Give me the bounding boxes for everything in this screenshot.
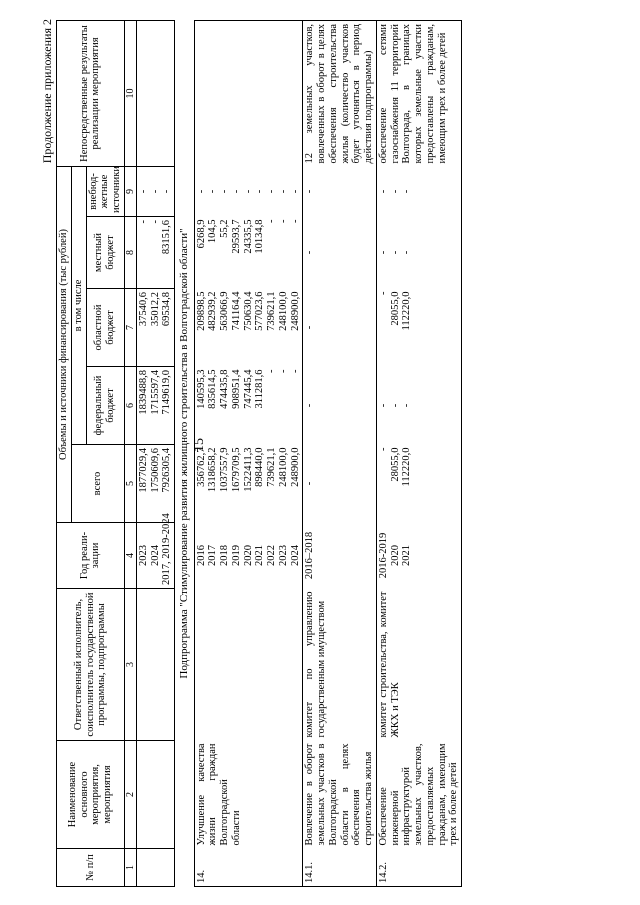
cell-line: 2022 [266,545,277,566]
cell-line: - [377,447,389,451]
cell-offbudget [376,166,461,216]
row-executor: комитет строительства, комитет ЖКХ и ТЭК [376,589,461,741]
column-number: 9 [124,166,136,216]
cell-line: 835614,5 [207,369,219,409]
header-regional: областной бюджет [86,289,124,367]
cell-local [303,217,377,289]
cell-line: - [377,291,389,295]
header-federal: федеральный бюджет [86,367,124,445]
cell-line: 69534,8 [161,292,173,327]
cell-line: - [137,220,149,224]
cell-regional [303,289,377,367]
cell-years [194,523,303,589]
column-number: 4 [124,523,136,589]
row-name: Вовлечение в оборот земельных участков в Волгоградской области в целях обеспечения строительства жилья [303,741,377,849]
cell-line: - [137,189,149,194]
cell-line: 2021 [254,545,266,566]
cell-line: - [149,220,161,224]
row-executor [194,589,303,741]
cell-line: 741164,4 [230,291,242,331]
cell-line: - [377,250,389,255]
cell-line: - [277,369,289,373]
row-result: 12 земельных участков, вовлеченных в оборот в целях обеспечения строительства жилья (количество участков будет уточняться в период действия подпрограммы) [303,20,377,166]
cell-line: 29593,7 [230,219,242,254]
cell-years [303,523,377,589]
cell-line: 2017, 2019-2024 [161,513,173,585]
cell-line: - [304,189,316,194]
cell-line: 2016–2018 [304,531,316,580]
row-number: 14.1. [303,849,377,887]
cell-line: 2016-2019 [377,532,389,579]
cell-line: 2024 [149,545,161,566]
cell-line: 311281,6 [254,369,266,409]
header-offbudget: внебюд- жетные источники [86,166,124,216]
cell-line: - [266,189,277,194]
cell-line: - [304,403,316,408]
cell-local [136,217,174,289]
cell-line: 2018 [219,545,230,566]
table-row [303,20,377,886]
row-name: Улучшение качества жизни граждан Волгоградской области [194,741,303,849]
row-name: Обеспечение инженерной инфраструктурой земельных участков, предоставляемых гражданам, имеющим трех и более детей [376,741,461,849]
subprogram-title: Подпрограмма "Стимулирование развития жилищного строительства в Волгоградской области" [175,20,194,886]
table-header [57,20,137,886]
column-number: 2 [124,741,136,849]
header-executor: Ответственный исполнитель, соисполнитель государственной программы, подпрограммы [57,589,125,741]
cell-federal [376,367,461,445]
subprogram-row [175,20,194,886]
cell-line: 750630,4 [242,291,254,331]
cell-total [194,445,303,523]
column-number: 1 [124,849,136,887]
cell-line: 2020 [389,545,401,566]
cell-line: 2016 [195,545,207,566]
row-number: 14. [194,849,303,887]
funding-table [56,20,462,887]
row-result [194,20,303,166]
cell-line: - [161,189,173,194]
cell-line: 24335,5 [242,219,254,254]
page-number: 15 [192,438,207,452]
cell-line: - [289,219,301,223]
cell-line: 1877029,4 [137,448,149,493]
cell-line: 248100,0 [277,447,289,487]
cell-line: 35012,2 [149,292,161,327]
cell-line: - [304,325,316,330]
header-including: в том числе [71,166,86,444]
continuation-row [136,20,174,886]
cell-line: 10134,8 [254,219,266,254]
cell-line: - [266,219,277,223]
cell-line: - [289,189,301,194]
row-executor: комитет по управлению государственным имуществом [303,589,377,741]
table-row [376,20,461,886]
cell-federal [136,367,174,445]
cell-line: 55,2 [219,219,230,238]
cell-regional [136,289,174,367]
cell-local [376,217,461,289]
cell-line: - [289,369,301,373]
cell-offbudget [303,166,377,216]
cell-line: - [401,403,413,408]
cell-line: 6268,9 [195,219,207,249]
cell-line: 1750609,6 [149,448,161,493]
cell-line: - [389,189,401,194]
column-number: 6 [124,367,136,445]
cell-line: 209898,5 [195,291,207,331]
cell-line: - [277,219,289,223]
header-local: местный бюджет [86,217,124,289]
cell-line: 28055,0 [389,447,401,482]
cell-total [303,445,377,523]
header-results: Непосредственные результаты реализации мероприятия [57,20,125,166]
column-number: 10 [124,20,136,166]
cell-line: - [304,250,316,255]
column-number: 3 [124,589,136,741]
row-result: обеспечение сетями газоснабжения 11 территорий Волгограда, в границах которых земельные участки предоставлены гражданам, имеющим трех и более детей [376,20,461,166]
cell-total [376,445,461,523]
cell-line: - [304,481,316,486]
header-year: Год реали- зации [57,523,125,589]
cell-line: 739621,1 [266,291,277,331]
cell-federal [303,367,377,445]
cell-line: - [254,189,266,194]
cell-regional [376,289,461,367]
cell-line: 563066,9 [219,291,230,331]
cell-line: 112220,0 [401,291,413,331]
cell-line: 2017 [207,545,219,566]
cell-federal [194,367,303,445]
cell-line: 1037557,9 [219,447,230,493]
cell-line: - [401,189,413,194]
cell-line: 37540,6 [137,292,149,327]
column-number-row [124,20,136,886]
cell-line: 104,5 [207,219,219,244]
cell-line: 112220,0 [401,447,413,487]
cell-line: - [195,189,207,194]
cell-line: - [377,403,389,408]
table-row [194,20,303,886]
cell-line: - [230,189,242,194]
cell-line: 577023,6 [254,291,266,331]
cell-line: 2019 [230,545,242,566]
cell-line: 474435,8 [219,369,230,409]
cell-line: - [266,369,277,373]
cell-line: 898440,0 [254,447,266,487]
cell-years [136,513,174,589]
cell-line: - [389,403,401,408]
row-number: 14.2. [376,849,461,887]
cell-line: 2024 [289,545,301,566]
column-number: 7 [124,289,136,367]
cell-line: 482939,2 [207,291,219,331]
cell-line: 908951,4 [230,369,242,409]
cell-line: 248900,0 [289,291,301,331]
column-number: 8 [124,217,136,289]
cell-line: 248100,0 [277,291,289,331]
cell-line: 83151,6 [161,220,173,255]
cell-regional [194,289,303,367]
cell-line: 140595,3 [195,369,207,409]
rotated-page-content [36,13,630,893]
cell-line: - [207,189,219,194]
cell-line: - [401,250,413,255]
cell-line: - [149,189,161,194]
cell-local [194,217,303,289]
cell-line: 2021 [401,545,413,566]
header-funding: Объемы и источники финансирования (тыс рублей) [57,166,72,522]
cell-line: - [389,250,401,255]
cell-line: 1679709,5 [230,447,242,493]
appendix-label: Продолжение приложения 2 [40,19,54,164]
cell-line: 747445,4 [242,369,254,409]
header-name: Наименование основного мероприятия, мероприятия [57,741,125,849]
cell-line: - [219,189,230,194]
cell-line: 28055,0 [389,291,401,326]
cell-offbudget [194,166,303,216]
cell-line: 1715597,4 [149,370,161,415]
cell-offbudget [136,166,174,216]
cell-line: 739621,1 [266,447,277,487]
cell-line: 2020 [242,545,254,566]
cell-line: 2023 [277,545,289,566]
cell-line: - [242,189,254,194]
cell-line: - [277,189,289,194]
header-total: всего [71,445,124,523]
cell-line: 1839488,8 [137,370,149,415]
cell-line: 1522411,3 [242,447,254,492]
cell-line: 7926305,4 [161,448,173,493]
cell-years [376,523,461,589]
cell-line: 7149619,0 [161,370,173,415]
cell-total [136,445,174,523]
cell-line: 2023 [137,545,149,566]
cell-line: 1318658,2 [207,447,219,493]
header-num: № п/п [57,849,125,887]
cell-line: 248900,0 [289,447,301,487]
cell-line: - [377,189,389,194]
cell-line: 356762,7 [195,447,207,487]
column-number: 5 [124,445,136,523]
